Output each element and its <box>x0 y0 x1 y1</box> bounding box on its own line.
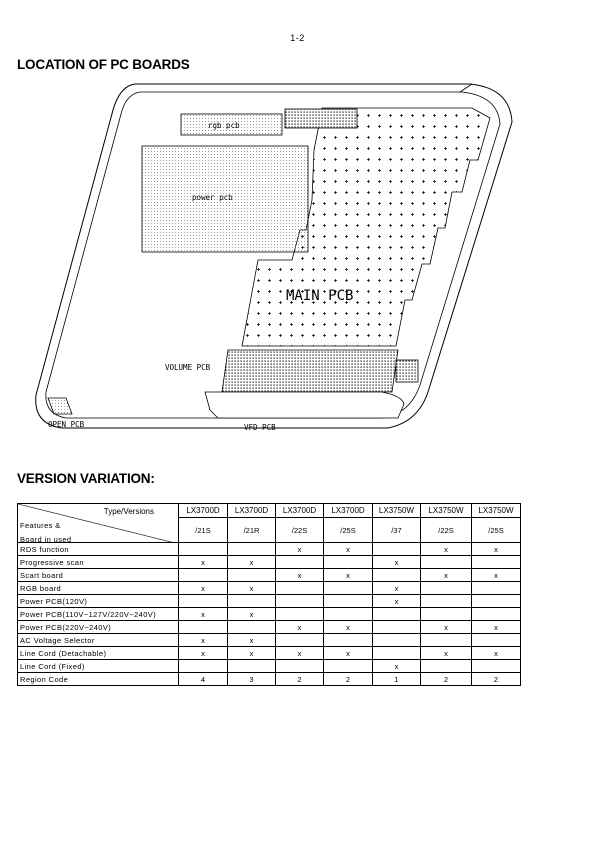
value-cell <box>421 660 472 673</box>
value-cell: x <box>276 647 324 660</box>
version-header: /21R <box>228 518 276 543</box>
version-header: /21S <box>179 518 228 543</box>
feature-cell: Progressive scan <box>18 556 179 569</box>
value-cell: x <box>228 556 276 569</box>
connector-board-shape <box>285 109 357 128</box>
feature-cell: Line Cord (Fixed) <box>18 660 179 673</box>
main-pcb-label: MAIN PCB <box>286 288 354 304</box>
table-row <box>18 634 521 647</box>
table-row <box>18 621 521 634</box>
value-cell <box>179 621 228 634</box>
features-label-line1: Features & <box>20 521 61 530</box>
value-cell: x <box>373 556 421 569</box>
value-cell: 1 <box>373 673 421 686</box>
value-cell: x <box>421 647 472 660</box>
model-header: LX3750W <box>373 504 421 518</box>
value-cell <box>472 556 521 569</box>
value-cell <box>472 582 521 595</box>
value-cell <box>276 634 324 647</box>
value-cell <box>324 660 373 673</box>
version-header: /22S <box>276 518 324 543</box>
value-cell: x <box>276 569 324 582</box>
value-cell: x <box>228 582 276 595</box>
model-header: LX3700D <box>324 504 373 518</box>
value-cell <box>472 595 521 608</box>
feature-cell: RDS function <box>18 543 179 556</box>
model-header: LX3700D <box>179 504 228 518</box>
value-cell: x <box>472 569 521 582</box>
feature-cell: Scart board <box>18 569 179 582</box>
feature-cell: AC Voltage Selector <box>18 634 179 647</box>
value-cell: 3 <box>228 673 276 686</box>
open-pcb-label: OPEN PCB <box>48 420 85 429</box>
feature-cell: Power PCB(220V~240V) <box>18 621 179 634</box>
feature-cell: Line Cord (Detachable) <box>18 647 179 660</box>
value-cell <box>179 595 228 608</box>
value-cell: x <box>276 543 324 556</box>
feature-cell: Power PCB(120V) <box>18 595 179 608</box>
model-header: LX3750W <box>421 504 472 518</box>
version-header: /25S <box>472 518 521 543</box>
value-cell <box>276 595 324 608</box>
value-cell: x <box>179 556 228 569</box>
value-cell <box>324 595 373 608</box>
value-cell: 2 <box>324 673 373 686</box>
table-row <box>18 543 521 556</box>
value-cell: 2 <box>276 673 324 686</box>
version-table-body <box>18 504 521 686</box>
model-header: LX3700D <box>276 504 324 518</box>
features-label-line2: Board in used <box>20 535 72 543</box>
value-cell: x <box>324 569 373 582</box>
model-header: LX3700D <box>228 504 276 518</box>
value-cell <box>373 634 421 647</box>
version-header: /25S <box>324 518 373 543</box>
value-cell <box>228 621 276 634</box>
value-cell <box>276 556 324 569</box>
value-cell: x <box>276 621 324 634</box>
value-cell <box>276 608 324 621</box>
feature-cell: Region Code <box>18 673 179 686</box>
value-cell <box>228 569 276 582</box>
value-cell: x <box>472 543 521 556</box>
rgb-pcb-label: rgb pcb <box>208 121 240 130</box>
value-cell: x <box>179 634 228 647</box>
value-cell <box>373 621 421 634</box>
value-cell <box>421 634 472 647</box>
table-row <box>18 647 521 660</box>
volume-pcb-label: VOLUME PCB <box>165 363 211 372</box>
value-cell: x <box>373 595 421 608</box>
value-cell: x <box>228 608 276 621</box>
power-pcb-label: power pcb <box>192 193 233 202</box>
value-cell <box>373 647 421 660</box>
value-cell: x <box>373 582 421 595</box>
value-cell <box>421 608 472 621</box>
value-cell <box>179 660 228 673</box>
value-cell: x <box>179 647 228 660</box>
value-cell <box>276 582 324 595</box>
volume-pcb-shape <box>222 350 398 392</box>
page-number: 1-2 <box>290 33 305 43</box>
value-cell: x <box>324 543 373 556</box>
value-cell <box>179 543 228 556</box>
version-header: /37 <box>373 518 421 543</box>
table-row <box>18 660 521 673</box>
vfd-pcb-label: VFD PCB <box>244 423 276 432</box>
vfd-pcb-shape <box>205 392 404 418</box>
volume-pcb-side <box>396 360 418 382</box>
table-row <box>18 595 521 608</box>
value-cell: x <box>179 582 228 595</box>
value-cell <box>472 660 521 673</box>
value-cell: 2 <box>421 673 472 686</box>
value-cell <box>324 556 373 569</box>
value-cell <box>421 556 472 569</box>
value-cell: 4 <box>179 673 228 686</box>
value-cell: x <box>472 621 521 634</box>
value-cell <box>472 608 521 621</box>
value-cell: x <box>324 621 373 634</box>
value-cell <box>421 595 472 608</box>
value-cell: x <box>472 647 521 660</box>
value-cell <box>324 634 373 647</box>
value-cell <box>373 569 421 582</box>
value-cell <box>276 660 324 673</box>
value-cell <box>373 543 421 556</box>
model-header: LX3750W <box>472 504 521 518</box>
value-cell <box>421 582 472 595</box>
table-corner-cell <box>18 504 179 543</box>
value-cell: x <box>179 608 228 621</box>
value-cell <box>179 569 228 582</box>
value-cell: x <box>373 660 421 673</box>
value-cell: x <box>421 569 472 582</box>
value-cell <box>324 608 373 621</box>
value-cell <box>228 595 276 608</box>
value-cell <box>324 582 373 595</box>
feature-cell: Power PCB(110V~127V/220V~240V) <box>18 608 179 621</box>
table-row <box>18 608 521 621</box>
location-section-title: LOCATION OF PC BOARDS <box>17 57 190 72</box>
value-cell <box>472 634 521 647</box>
value-cell: x <box>228 647 276 660</box>
table-row <box>18 582 521 595</box>
type-versions-label: Type/Versions <box>103 507 154 516</box>
value-cell <box>228 543 276 556</box>
feature-cell: RGB board <box>18 582 179 595</box>
table-row <box>18 673 521 686</box>
version-header: /22S <box>421 518 472 543</box>
value-cell: x <box>324 647 373 660</box>
model-header-row <box>18 504 521 518</box>
value-cell <box>228 660 276 673</box>
value-cell <box>373 608 421 621</box>
table-row <box>18 569 521 582</box>
value-cell: x <box>421 543 472 556</box>
chassis-edge-line <box>460 84 472 92</box>
value-cell: x <box>228 634 276 647</box>
value-cell: 2 <box>472 673 521 686</box>
version-variation-table <box>17 503 521 686</box>
table-row <box>18 556 521 569</box>
version-section-title: VERSION VARIATION: <box>17 471 155 486</box>
value-cell: x <box>421 621 472 634</box>
